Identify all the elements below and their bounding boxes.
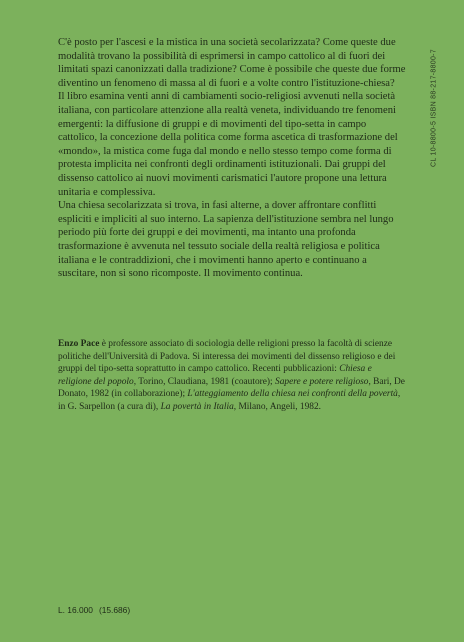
bio-text-1: è professore associato di sociologia delle religioni presso la facoltà di scienze politiche dell'Università di Padova. Si interessa dei movimenti del dissenso religioso e dei gruppi del tipo-setta soprattutto in campo cattolico. Recenti pubblicazioni: bbox=[58, 339, 396, 375]
bio-title-1: Chiesa e religione del popolo bbox=[58, 364, 372, 387]
bio-title-4: La povertà in Italia bbox=[160, 401, 234, 412]
bio-title-3: L'atteggiamento della chiesa nei confronti della povertà bbox=[187, 389, 398, 400]
bio-text-3: , Bari, De Donato, 1982 (in collaborazione); bbox=[58, 376, 405, 400]
author-bio bbox=[58, 338, 406, 414]
description-paragraph-3: Una chiesa secolarizzata si trova, in fasi alterne, a dover affrontare conflitti espliciti e impliciti al suo interno. La sapienza dell'istituzione sembra nel lungo periodo più forte dei gruppi e dei movimenti, ma intanto una profonda trasformazione è avvenuta nel tessuto sociale della realtà religiosa e politica italiana e le contraddizioni, che i movimenti hanno aperto e continuano a suscitare, non si sono ricomposte. Il movimento continua. bbox=[58, 200, 394, 280]
description-paragraph-2: Il libro esamina venti anni di cambiamenti socio-religiosi avvenuti nella società italiana, con particolare attenzione alla realtà veneta, individuando tre fenomeni emergenti: la diffusione di gruppi e di movimenti del tipo-setta in campo cattolico, la concezione della politica come forma ascetica di trasformazione del «mondo», la mistica come fuga dal mondo e nello stesso tempo come forma di protesta implicita nei confronti degli ordinamenti istituzionali. Dai gruppi del dissenso cattolico ai nuovi movimenti carismatici l'autore propone una lettura unitaria e complessiva. bbox=[58, 91, 398, 198]
author-name: Enzo Pace bbox=[58, 339, 100, 349]
bio-title-2: Sapere e potere religioso bbox=[275, 376, 369, 387]
author-bio-paragraph bbox=[58, 338, 406, 414]
bio-text-2: , Torino, Claudiana, 1981 (coautore); bbox=[133, 376, 276, 387]
price bbox=[58, 605, 130, 615]
description-text bbox=[58, 36, 406, 281]
description-paragraph-1: C'è posto per l'ascesi e la mistica in una società secolarizzata? Come queste due modalità trovano la possibilità di esprimersi in campo cattolico al di fuori dei limitati spazi canonizzati dalla tradizione? Come è possibile che queste due forme diventino un fenomeno di massa al di fuori e a volte contro l'istituzione-chiesa? bbox=[58, 37, 406, 89]
price-main: L. 16.000 bbox=[58, 605, 93, 615]
bio-text-5: , Milano, Angeli, 1982. bbox=[233, 401, 322, 412]
isbn-code-text: CL 10-8800-5 ISBN 88-217-8800-7 bbox=[430, 48, 438, 167]
price-alt: (15.686) bbox=[98, 605, 131, 615]
isbn-code bbox=[426, 0, 442, 215]
bio-text-4: , in G. Sarpellon (a cura di), bbox=[58, 389, 401, 412]
